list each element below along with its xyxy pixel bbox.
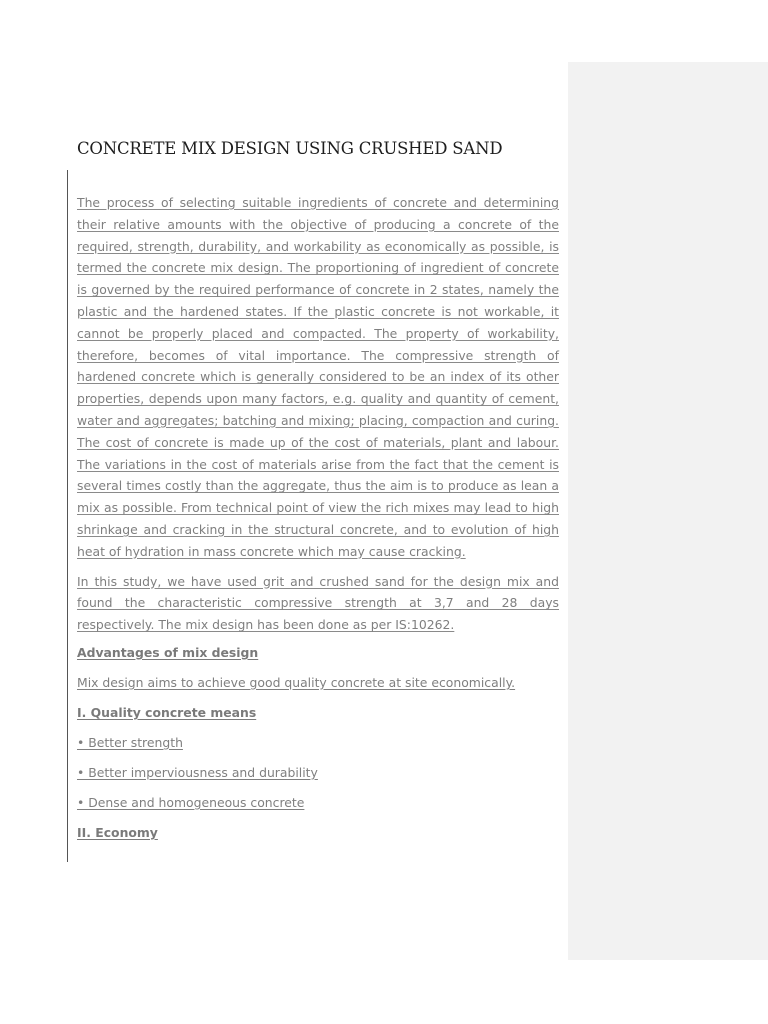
quality-item-strength: • Better strength [77, 734, 183, 750]
economy-heading: II. Economy [77, 824, 158, 840]
quality-item-durability: • Better imperviousness and durability [77, 764, 318, 780]
document-body [77, 192, 559, 852]
quality-heading: I. Quality concrete means [77, 704, 257, 720]
advantages-heading: Advantages of mix design [77, 644, 259, 660]
document-title: CONCRETE MIX DESIGN USING CRUSHED SAND [77, 139, 503, 158]
quality-item-homogeneous: • Dense and homogeneous concrete [77, 794, 305, 810]
comment-pane [568, 62, 768, 960]
advantages-text: Mix design aims to achieve good quality concrete at site economically. [77, 674, 516, 690]
revision-change-bar [67, 170, 68, 862]
study-paragraph: In this study, we have used grit and crushed sand for the design mix and found the characteristic compressive strength at 3,7 and 28 days respectively. The mix design has been done as per IS:10262. [77, 573, 559, 633]
intro-paragraph: The process of selecting suitable ingredients of concrete and determining their relative amounts with the objective of producing a concrete of the required, strength, durability, and workability as economically as possible, is termed the concrete mix design. The proportioning of ingredient of concrete is governed by the required performance of concrete in 2 states, namely the plastic and the hardened states. If the plastic concrete is not workable, it cannot be properly placed and compacted. The property of workability, therefore, becomes of vital importance. The compressive strength of hardened concrete which is generally considered to be an index of its other properties, depends upon many factors, e.g. quality and quantity of cement, water and aggregates; batching and mixing; placing, compaction and curing. The cost of concrete is made up of the cost of materials, plant and labour. The variations in the cost of materials arise from the fact that the cement is several times costly than the aggregate, thus the aim is to produce as lean a mix as possible. From technical point of view the rich mixes may lead to high shrinkage and cracking in the structural concrete, and to evolution of high heat of hydration in mass concrete which may cause cracking. [77, 195, 559, 559]
